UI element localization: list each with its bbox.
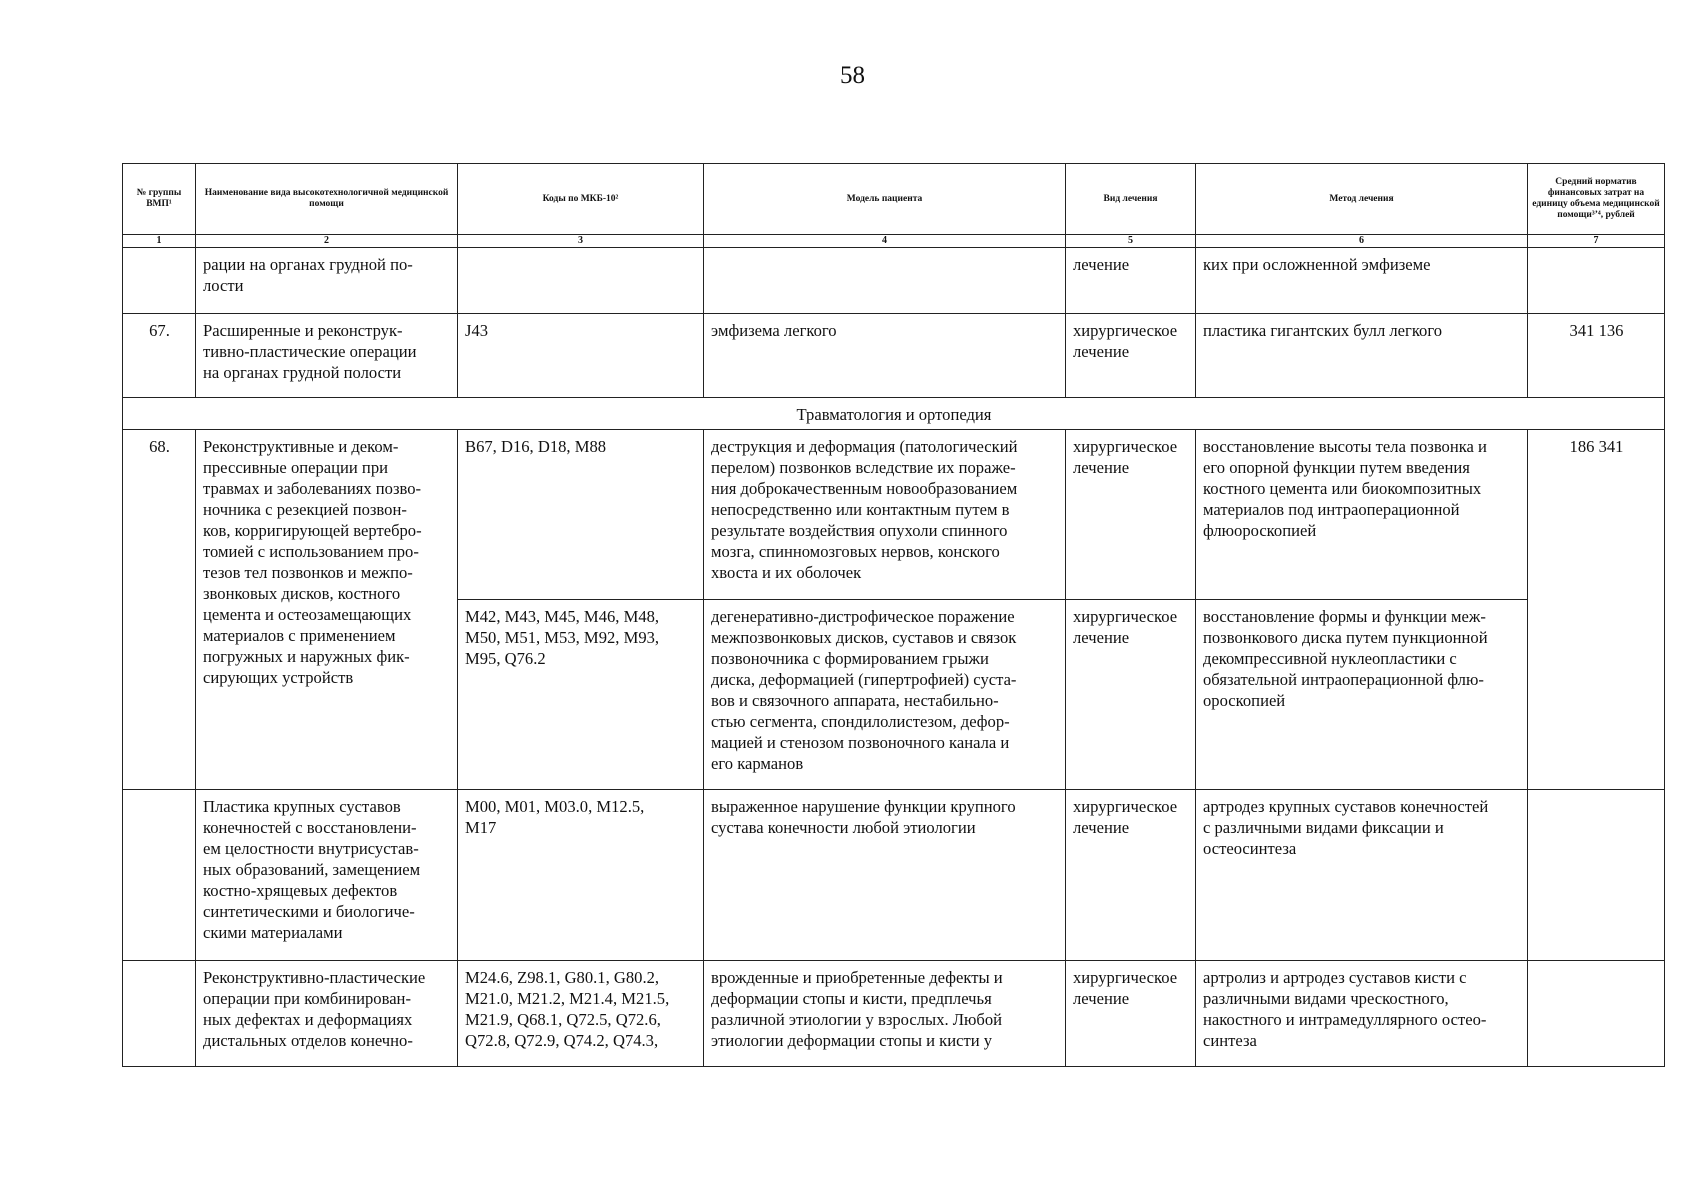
type-cell: хирургическое лечение [1066, 314, 1196, 398]
table-row-67 [123, 314, 1665, 398]
group-cell [123, 790, 196, 961]
codes-cell: M24.6, Z98.1, G80.1, G80.2, M21.0, M21.2, M21.4, M21.5, M21.9, Q68.1, Q72.5, Q72.6, Q72.8, Q72.9, Q74.2, Q74.3, [458, 961, 704, 1067]
model-cell: деструкция и деформация (патологический перелом) позвонков вследствие их пораже- ния доброкачественным новообразованием непосредственно или контактным путем в результате воздействия опухоли спинного мозга, спинномозговых нервов, конского хвоста и их оболочек [704, 430, 1066, 600]
name-cell: рации на органах грудной по- лости [196, 248, 458, 314]
name-cell: Реконструктивно-пластические операции при комбинирован- ных дефектах и деформациях дистальных отделов конечно- [196, 961, 458, 1067]
table-row-continuation [123, 248, 1665, 314]
header-method: Метод лечения [1196, 164, 1528, 235]
codes-cell: M00, M01, M03.0, M12.5, M17 [458, 790, 704, 961]
cost-cell [1528, 790, 1665, 961]
column-number-row [123, 235, 1665, 248]
codes-cell: M42, M43, M45, M46, M48, M50, M51, M53, M92, M93, M95, Q76.2 [458, 600, 704, 790]
medical-care-table [122, 163, 1665, 1067]
header-group: № группы ВМП¹ [123, 164, 196, 235]
model-cell [704, 248, 1066, 314]
method-cell: восстановление высоты тела позвонка и его опорной функции путем введения костного цемента или биокомпозитных материалов под интраоперационной флюороскопией [1196, 430, 1528, 600]
column-number: 7 [1528, 235, 1665, 248]
model-cell: врожденные и приобретенные дефекты и деформации стопы и кисти, предплечья различной этиологии у взрослых. Любой этиологии деформации стопы и кисти у [704, 961, 1066, 1067]
page-number: 58 [840, 62, 865, 89]
name-cell: Расширенные и реконструк- тивно-пластические операции на органах грудной полости [196, 314, 458, 398]
cost-cell: 186 341 [1528, 430, 1665, 790]
section-row [123, 398, 1665, 430]
header-model: Модель пациента [704, 164, 1066, 235]
type-cell: лечение [1066, 248, 1196, 314]
column-number: 3 [458, 235, 704, 248]
table-row-reconstructive [123, 961, 1665, 1067]
name-cell: Реконструктивные и деком- прессивные операции при травмах и заболеваниях позво- ночника с резекцией позвон- ков, корригирующей вертебро- томией с использованием про- тезов тел позвонков и межпо- звонковых дисков, костного цемента и остеозамещающих материалов с применением погружных и наружных фик- сирующих устройств [196, 430, 458, 790]
method-cell: артродез крупных суставов конечностей с различными видами фиксации и остеосинтеза [1196, 790, 1528, 961]
section-title: Травматология и ортопедия [123, 398, 1665, 430]
header-codes: Коды по МКБ-10² [458, 164, 704, 235]
table-row-joints [123, 790, 1665, 961]
header-name: Наименование вида высокотехнологичной медицинской помощи [196, 164, 458, 235]
cost-cell: 341 136 [1528, 314, 1665, 398]
method-cell: ких при осложненной эмфиземе [1196, 248, 1528, 314]
model-cell: выраженное нарушение функции крупного сустава конечности любой этиологии [704, 790, 1066, 961]
model-cell: эмфизема легкого [704, 314, 1066, 398]
codes-cell: B67, D16, D18, M88 [458, 430, 704, 600]
codes-cell [458, 248, 704, 314]
type-cell: хирургическое лечение [1066, 600, 1196, 790]
group-cell: 67. [123, 314, 196, 398]
header-type: Вид лечения [1066, 164, 1196, 235]
model-cell: дегенеративно-дистрофическое поражение межпозвонковых дисков, суставов и связок позвоночника с формированием грыжи диска, деформацией (гипертрофией) суста- вов и связочного аппарата, нестабильно- стью сегмента, спондилолистезом, дефор- мацией и стенозом позвоночного канала и его карманов [704, 600, 1066, 790]
column-number: 1 [123, 235, 196, 248]
header-cost: Средний норматив финансовых затрат на единицу объема медицинской помощи³ʼ⁴, рублей [1528, 164, 1665, 235]
cost-cell [1528, 961, 1665, 1067]
type-cell: хирургическое лечение [1066, 790, 1196, 961]
table-row-68 [123, 430, 1665, 600]
column-number: 5 [1066, 235, 1196, 248]
method-cell: артролиз и артродез суставов кисти с различными видами чрескостного, накостного и интрамедуллярного остео- синтеза [1196, 961, 1528, 1067]
type-cell: хирургическое лечение [1066, 430, 1196, 600]
codes-cell: J43 [458, 314, 704, 398]
cost-cell [1528, 248, 1665, 314]
group-cell: 68. [123, 430, 196, 790]
column-number: 6 [1196, 235, 1528, 248]
group-cell [123, 248, 196, 314]
group-cell [123, 961, 196, 1067]
header-row [123, 164, 1665, 235]
column-number: 4 [704, 235, 1066, 248]
method-cell: пластика гигантских булл легкого [1196, 314, 1528, 398]
type-cell: хирургическое лечение [1066, 961, 1196, 1067]
column-number: 2 [196, 235, 458, 248]
method-cell: восстановление формы и функции меж- позвонкового диска путем пункционной декомпрессивной нуклеопластики с обязательной интраоперационной флю- ороскопией [1196, 600, 1528, 790]
name-cell: Пластика крупных суставов конечностей с восстановлени- ем целостности внутрисустав- ных образований, замещением костно-хрящевых дефектов синтетическими и биологиче- скими материалами [196, 790, 458, 961]
